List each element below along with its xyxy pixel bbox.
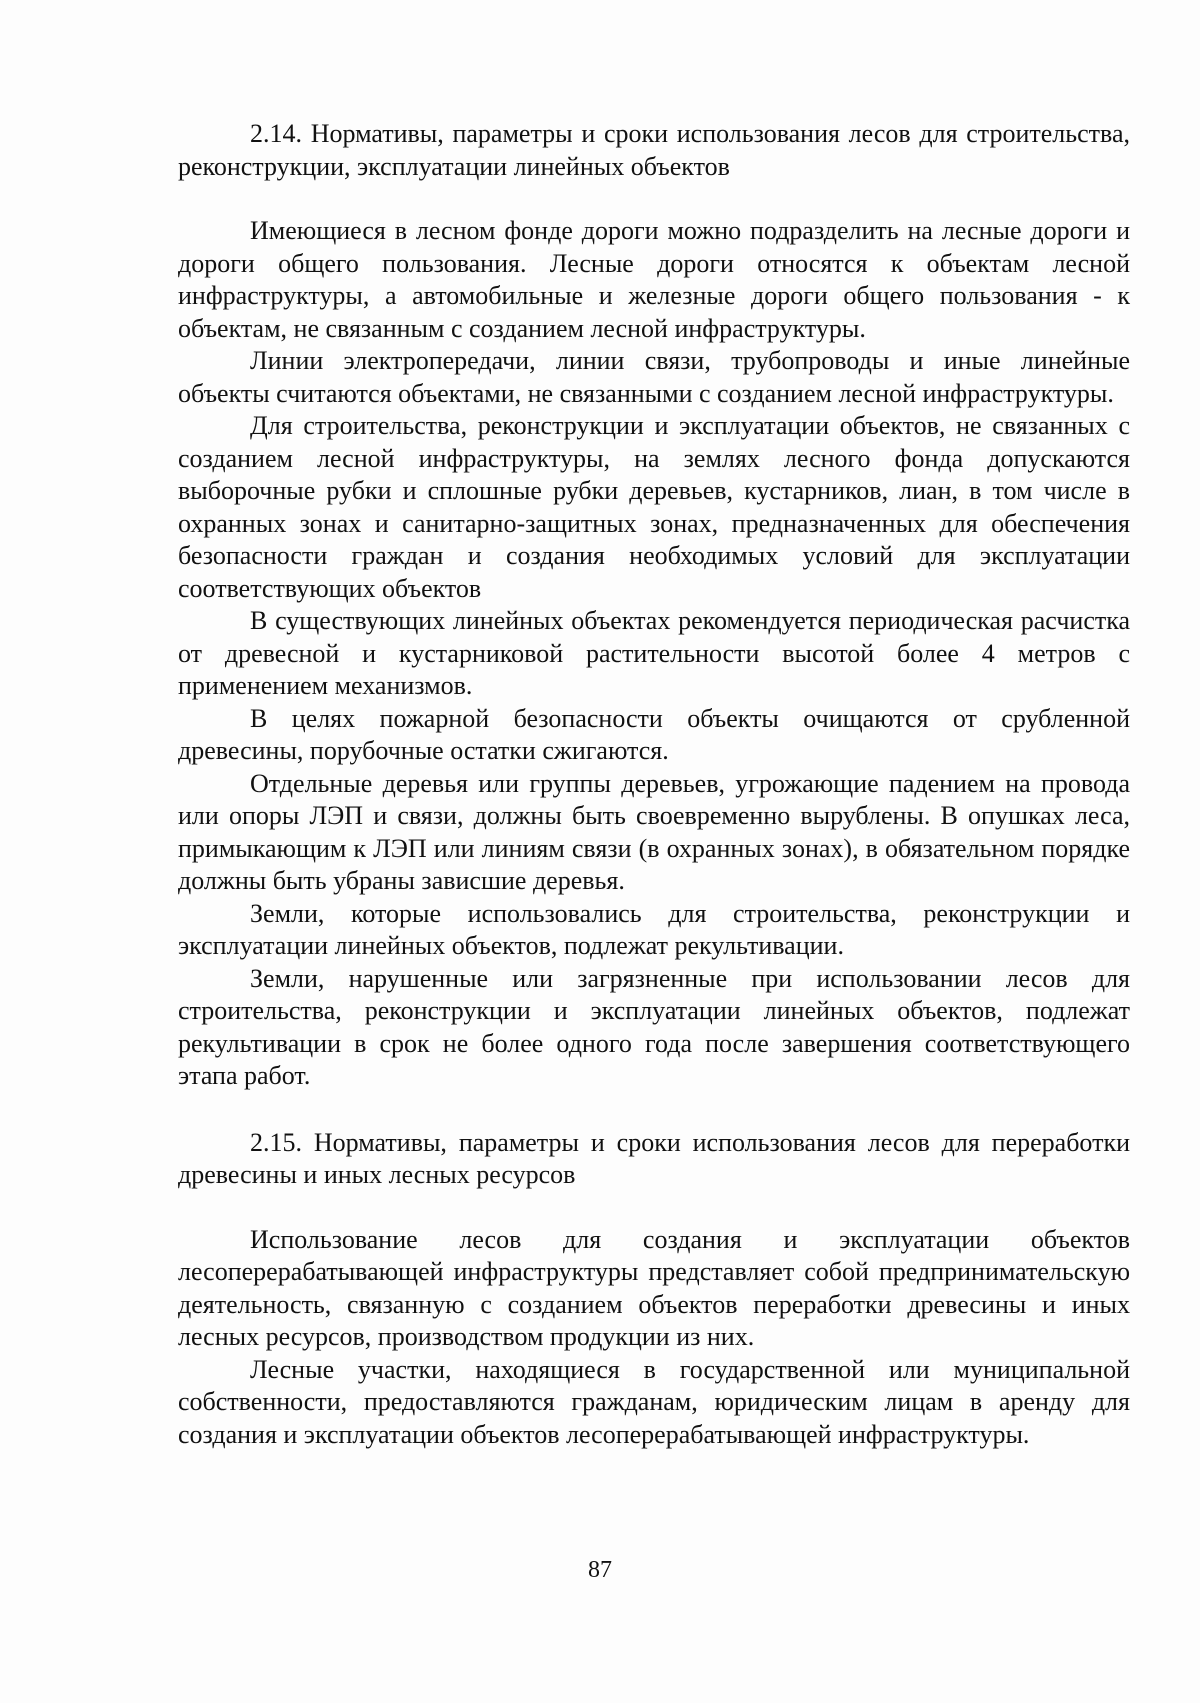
spacer	[178, 1192, 1130, 1224]
paragraph: В существующих линейных объектах рекомендуется периодическая расчистка от древесной и кустарниковой растительности высотой более 4 метров с применением механизмов.	[178, 606, 1130, 700]
spacer	[178, 183, 1130, 215]
paragraph: Земли, которые использовались для строительства, реконструкции и эксплуатации линейных объектов, подлежат рекультивации.	[178, 898, 1130, 960]
paragraph: Использование лесов для создания и эксплуатации объектов лесоперерабатывающей инфраструктуры представляет собой предпринимательскую деятельность, связанную с созданием объектов переработки древесины и иных лесных ресурсов, производством продукции из них.	[178, 1224, 1130, 1351]
paragraph: Земли, нарушенные или загрязненные при использовании лесов для строительства, реконструкции и эксплуатации линейных объектов, подлежат рекультивации в срок не более одного года после завершения соответствующего этапа работ.	[178, 963, 1130, 1090]
paragraph: Для строительства, реконструкции и эксплуатации объектов, не связанных с созданием лесной инфраструктуры, на землях лесного фонда допускаются выборочные рубки и сплошные рубки деревьев, кустарников, лиан, в том числе в охранных зонах и санитарно-защитных зонах, предназначенных для обеспечения безопасности граждан и создания необходимых условий для эксплуатации соответствующих объектов	[178, 411, 1130, 603]
paragraph: Имеющиеся в лесном фонде дороги можно подразделить на лесные дороги и дороги общего пользования. Лесные дороги относятся к объектам лесной инфраструктуры, а автомобильные и железные дороги общего пользования - к объектам, не связанным с созданием лесной инфраструктуры.	[178, 216, 1130, 343]
document-body	[178, 118, 1130, 1451]
page-number: 87	[588, 1557, 612, 1583]
paragraph: Отдельные деревья или группы деревьев, угрожающие падением на провода или опоры ЛЭП и связи, должны быть своевременно вырублены. В опушках леса, примыкающим к ЛЭП или линиям связи (в охранных зонах), в обязательном порядке должны быть убраны зависшие деревья.	[178, 768, 1130, 895]
spacer	[178, 1093, 1130, 1127]
section-title-2-15: 2.15. Нормативы, параметры и сроки использования лесов для переработки древесины и иных лесных ресурсов	[178, 1127, 1130, 1189]
paragraph: Линии электропередачи, линии связи, трубопроводы и иные линейные объекты считаются объектами, не связанными с созданием лесной инфраструктуры.	[178, 346, 1130, 408]
paragraph: Лесные участки, находящиеся в государственной или муниципальной собственности, предоставляются гражданам, юридическим лицам в аренду для создания и эксплуатации объектов лесоперерабатывающей инфраструктуры.	[178, 1354, 1130, 1449]
paragraph: В целях пожарной безопасности объекты очищаются от срубленной древесины, порубочные остатки сжигаются.	[178, 703, 1130, 765]
section-title-2-14: 2.14. Нормативы, параметры и сроки использования лесов для строительства, реконструкции, эксплуатации линейных объектов	[178, 119, 1130, 181]
